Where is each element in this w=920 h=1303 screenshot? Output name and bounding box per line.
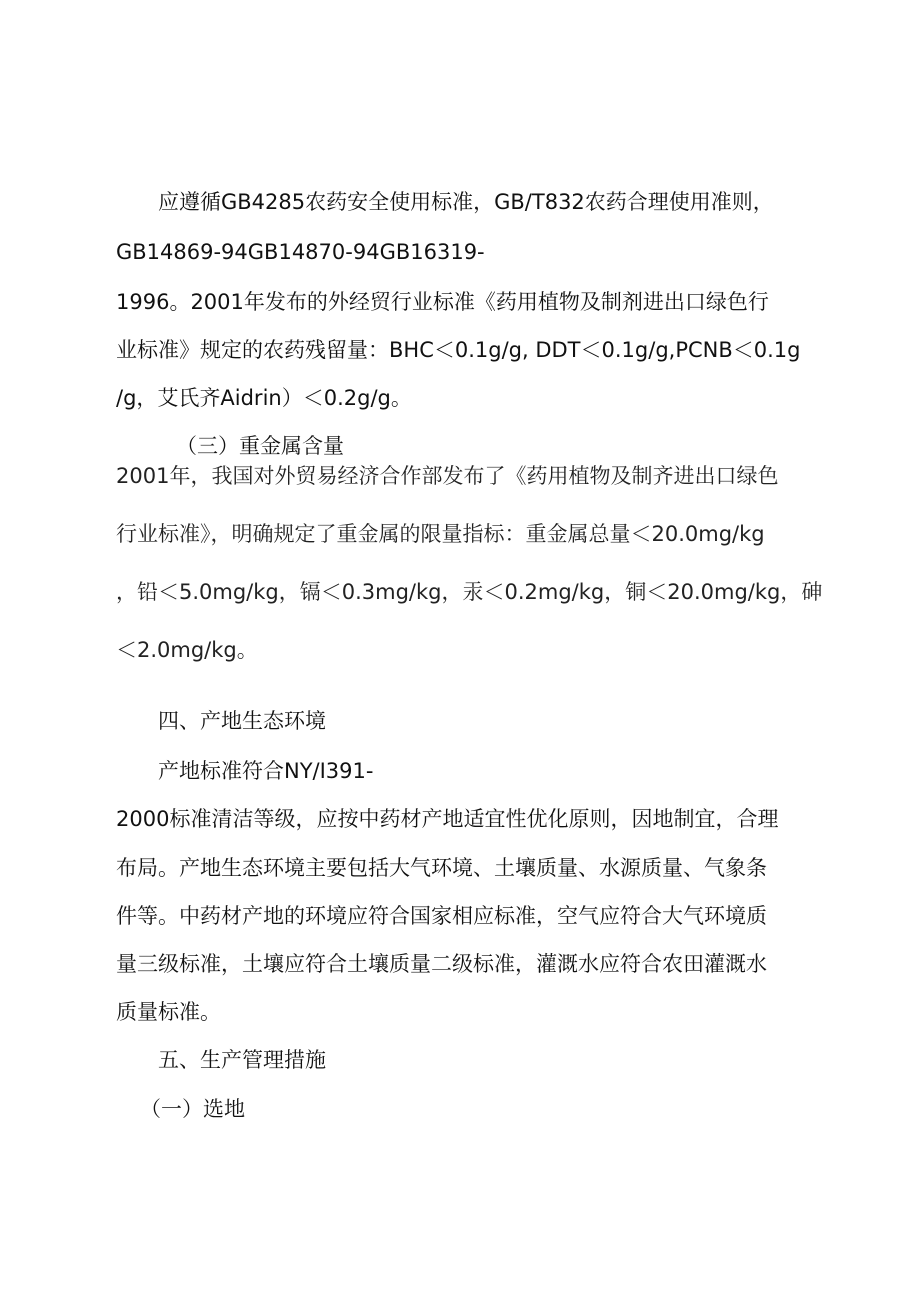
- section-4-heading: 四、产地生态环境: [158, 709, 326, 733]
- heavy-metal-line-1: 2001年，我国对外贸易经济合作部发布了《药用植物及制齐进出口绿色: [116, 464, 779, 488]
- pesticide-line-5: /g，艾氏齐Aidrin）＜0.2g/g。: [116, 386, 412, 410]
- pesticide-line-2: GB14869-94GB14870-94GB16319-: [116, 240, 485, 264]
- heavy-metal-line-2: 行业标准》，明确规定了重金属的限量指标：重金属总量＜20.0mg/kg: [116, 522, 765, 546]
- section-5-heading: 五、生产管理措施: [158, 1048, 326, 1072]
- heavy-metal-line-3: ，铅＜5.0mg/kg，镉＜0.3mg/kg，汞＜0.2mg/kg，铜＜20.0mg/kg，砷: [116, 580, 823, 604]
- section-4-line-6: 质量标准。: [116, 1000, 221, 1024]
- heavy-metal-line-4: ＜2.0mg/kg。: [116, 638, 258, 662]
- section-4-line-5: 量三级标准，土壤应符合土壤质量二级标准，灌溉水应符合农田灌溉水: [116, 952, 767, 976]
- pesticide-line-1: 应遵循GB4285农药安全使用标准，GB/T832农药合理使用准则，: [158, 190, 774, 214]
- section-5-sub-heading: （一）选地: [140, 1097, 245, 1121]
- section-4-line-3: 布局。产地生态环境主要包括大气环境、土壤质量、水源质量、气象条: [116, 856, 767, 880]
- section-4-line-2: 2000标准清洁等级，应按中药材产地适宜性优化原则，因地制宜，合理: [116, 807, 779, 831]
- pesticide-line-3: 1996。2001年发布的外经贸行业标准《药用植物及制剂进出口绿色行: [116, 290, 769, 314]
- section-4-line-1: 产地标准符合NY/I391-: [158, 759, 374, 783]
- heavy-metal-heading: （三）重金属含量: [176, 434, 344, 458]
- section-4-line-4: 件等。中药材产地的环境应符合国家相应标准，空气应符合大气环境质: [116, 904, 767, 928]
- pesticide-line-4: 业标准》规定的农药残留量：BHC＜0.1g/g, DDT＜0.1g/g,PCNB＜0.1g: [116, 338, 801, 362]
